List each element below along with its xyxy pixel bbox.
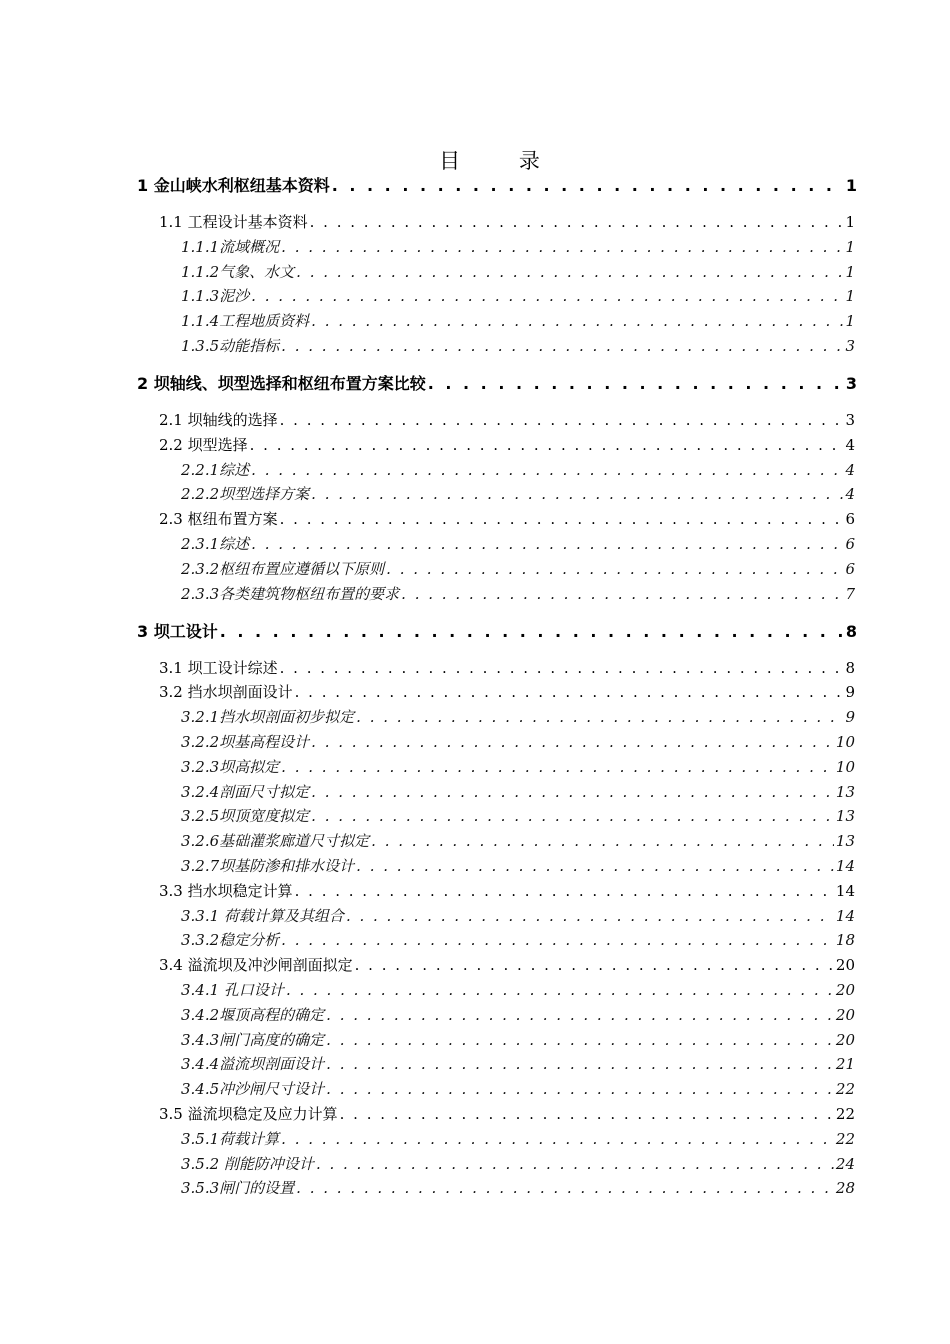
dot-leader: [371, 832, 834, 850]
dot-leader: [311, 485, 843, 503]
toc-entry[interactable]: [181, 781, 855, 802]
toc-entry-label: 3.2.7坝基防渗和排水设计: [181, 857, 355, 875]
toc-entry[interactable]: [181, 1153, 855, 1174]
toc-entry-page: 4: [845, 485, 855, 504]
toc-entry[interactable]: [137, 173, 857, 196]
dot-leader: [356, 708, 843, 726]
toc-entry-page: 1: [845, 312, 855, 331]
toc-entry[interactable]: [181, 1029, 855, 1050]
toc-title: 目 录: [439, 149, 566, 173]
toc-entry-page: 10: [835, 757, 855, 776]
toc-entry[interactable]: [181, 706, 855, 727]
toc-entry-label: 3.3.2稳定分析: [181, 931, 280, 950]
toc-entry-label: 2.3 枢纽布置方案: [159, 510, 278, 529]
toc-entry-label: 3.4 溢流坝及冲沙闸剖面拟定: [159, 956, 353, 975]
toc-entry-page: 6: [845, 510, 855, 529]
dot-leader: [428, 374, 844, 393]
toc-entry[interactable]: [181, 905, 855, 926]
toc-entry-label: 2.1 坝轴线的选择: [159, 411, 278, 429]
dot-leader: [386, 560, 843, 578]
toc-entry-label: 3.4.5冲沙闸尺寸设计: [181, 1080, 325, 1099]
toc-entry[interactable]: [181, 459, 855, 480]
toc-entry[interactable]: [181, 533, 855, 554]
dot-leader: [310, 213, 844, 231]
dot-leader: [250, 436, 844, 454]
toc-entry-page: 28: [835, 1179, 855, 1198]
toc-entry-page: 13: [835, 832, 855, 851]
toc-entry-page: 20: [835, 981, 855, 999]
toc-entry-label: 3.2 挡水坝剖面设计: [159, 683, 293, 702]
toc-entry-page: 20: [835, 956, 855, 975]
toc-entry-page: 3: [845, 374, 857, 393]
toc-entry-page: 18: [835, 931, 855, 950]
toc-entry-page: 14: [835, 881, 855, 900]
toc-entry-page: 8: [845, 621, 857, 641]
toc-entry-page: 1: [845, 287, 855, 306]
toc-entry[interactable]: [181, 1053, 855, 1074]
toc-entry-label: 3.2.2坝基高程设计: [181, 733, 310, 751]
toc-entry[interactable]: [181, 583, 855, 604]
toc-entry-page: 24: [835, 1154, 855, 1173]
toc-entry[interactable]: [181, 1078, 855, 1099]
toc-entry[interactable]: [137, 371, 857, 394]
dot-leader: [251, 287, 843, 305]
toc-entry[interactable]: [181, 756, 855, 777]
dot-leader: [281, 1130, 834, 1148]
toc-entry-label: 1.3.5动能指标: [181, 337, 280, 355]
toc-entry-page: 1: [845, 213, 855, 231]
toc-entry[interactable]: [159, 880, 855, 901]
dot-leader: [355, 956, 834, 974]
toc-entry[interactable]: [181, 1004, 855, 1025]
toc-entry[interactable]: [181, 1128, 855, 1149]
toc-entry-page: 14: [835, 906, 855, 925]
toc-entry-page: 1: [845, 262, 855, 281]
dot-leader: [311, 312, 843, 330]
toc-entry-label: 1.1 工程设计基本资料: [159, 213, 308, 231]
toc-entry[interactable]: [181, 830, 855, 851]
toc-entry-label: 3.2.1挡水坝剖面初步拟定: [181, 708, 355, 727]
toc-entry-page: 9: [845, 683, 855, 702]
toc-entry[interactable]: [159, 657, 855, 678]
toc-entry[interactable]: [181, 335, 855, 356]
toc-entry-label: 3.2.3坝高拟定: [181, 757, 280, 776]
toc-entry[interactable]: [159, 1103, 855, 1124]
dot-leader: [281, 238, 843, 256]
toc-entry[interactable]: [181, 483, 855, 504]
toc-entry[interactable]: [181, 855, 855, 876]
dot-leader: [295, 882, 834, 900]
toc-entry-label: 1.1.2气象、水文: [181, 262, 295, 281]
dot-leader: [281, 337, 843, 355]
toc-entry-page: 13: [835, 807, 855, 826]
dot-leader: [326, 1031, 834, 1049]
toc-entry[interactable]: [181, 236, 855, 257]
toc-entry-label: 3 坝工设计: [137, 621, 218, 641]
toc-entry[interactable]: [181, 979, 855, 1000]
toc-entry-page: 22: [835, 1105, 855, 1123]
toc-entry[interactable]: [181, 285, 855, 306]
toc-entry-page: 4: [845, 435, 855, 454]
toc-entry-label: 2.3.2枢纽布置应遵循以下原则: [181, 559, 385, 578]
toc-entry-label: 2.3.3各类建筑物枢纽布置的要求: [181, 584, 400, 603]
toc-entry-label: 2.3.1综述: [181, 535, 250, 553]
dot-leader: [326, 1006, 834, 1024]
toc-entry-label: 1.1.4工程地质资料: [181, 312, 310, 331]
dot-leader: [311, 733, 834, 751]
toc-entry-label: 3.4.3闸门高度的确定: [181, 1030, 325, 1049]
toc-entry-page: 20: [835, 1030, 855, 1049]
toc-entry[interactable]: [181, 310, 855, 331]
dot-leader: [316, 1155, 834, 1173]
toc-entry-label: 3.5.1荷载计算: [181, 1129, 280, 1148]
dot-leader: [251, 535, 843, 553]
toc-entry-label: 3.4.2堰顶高程的确定: [181, 1005, 325, 1024]
dot-leader: [296, 263, 843, 281]
toc-entry-page: 8: [845, 658, 855, 677]
toc-entry-page: 6: [845, 535, 855, 553]
dot-leader: [401, 585, 843, 603]
toc-entry-label: 3.3 挡水坝稳定计算: [159, 881, 293, 900]
toc-entry[interactable]: [181, 929, 855, 950]
toc-entry-page: 1: [845, 237, 855, 256]
dot-leader: [340, 1105, 834, 1123]
dot-leader: [220, 622, 844, 641]
dot-leader: [280, 510, 844, 528]
toc-entry-label: 3.5 溢流坝稳定及应力计算: [159, 1105, 338, 1123]
dot-leader: [280, 659, 844, 677]
toc-entry-page: 4: [845, 460, 855, 479]
toc-entry[interactable]: [137, 619, 857, 642]
toc-entry[interactable]: [181, 1177, 855, 1198]
dot-leader: [286, 981, 834, 999]
toc-entry-label: 3.1 坝工设计综述: [159, 658, 278, 677]
toc-entry-page: 9: [845, 708, 855, 727]
toc-entry-page: 7: [845, 584, 855, 603]
toc-entry-label: 3.5.2 削能防冲设计: [181, 1154, 314, 1173]
toc-entry-page: 6: [845, 559, 855, 578]
toc-entry-label: 1.1.1流域概况: [181, 237, 280, 256]
toc-entry-label: 3.5.3闸门的设置: [181, 1179, 295, 1198]
toc-entry[interactable]: [159, 681, 855, 702]
toc-entry[interactable]: [159, 954, 855, 975]
toc-entry-label: 2.2 坝型选择: [159, 435, 248, 454]
toc-entry-label: 1 金山峡水利枢纽基本资料: [137, 176, 330, 195]
toc-entry-label: 3.3.1 荷载计算及其组合: [181, 906, 344, 925]
toc-entry-label: 2 坝轴线、坝型选择和枢纽布置方案比较: [137, 374, 426, 393]
toc-entry-page: 22: [835, 1129, 855, 1148]
toc-entry[interactable]: [181, 731, 855, 752]
dot-leader: [311, 783, 834, 801]
toc-entry-page: 14: [835, 857, 855, 875]
toc-entry-label: 3.2.4剖面尺寸拟定: [181, 782, 310, 801]
dot-leader: [251, 461, 843, 479]
dot-leader: [281, 931, 834, 949]
dot-leader: [296, 1179, 834, 1197]
toc-entry-label: 2.2.1综述: [181, 460, 250, 479]
dot-leader: [332, 176, 844, 195]
toc-entry[interactable]: [159, 508, 855, 529]
toc-entry-page: 22: [835, 1080, 855, 1099]
toc-entry-label: 2.2.2坝型选择方案: [181, 485, 310, 504]
toc-entry-label: 3.2.5坝顶宽度拟定: [181, 807, 310, 826]
dot-leader: [280, 411, 844, 429]
toc-entry-label: 3.2.6基础灌浆廊道尺寸拟定: [181, 832, 370, 851]
toc-entry-label: 1.1.3泥沙: [181, 287, 250, 306]
toc-entry-page: 21: [835, 1055, 855, 1074]
dot-leader: [326, 1055, 834, 1073]
dot-leader: [346, 907, 834, 925]
toc-entry[interactable]: [181, 558, 855, 579]
dot-leader: [295, 683, 844, 701]
toc-entry[interactable]: [181, 805, 855, 826]
toc-entry-label: 3.4.4溢流坝剖面设计: [181, 1055, 325, 1074]
toc-entry[interactable]: [181, 261, 855, 282]
toc-entry-page: 3: [845, 411, 855, 429]
toc-entry-page: 13: [835, 782, 855, 801]
dot-leader: [281, 758, 834, 776]
toc-entry-page: 20: [835, 1005, 855, 1024]
dot-leader: [311, 807, 834, 825]
toc-entry-label: 3.4.1 孔口设计: [181, 981, 284, 999]
toc-entry[interactable]: [159, 434, 855, 455]
dot-leader: [326, 1080, 834, 1098]
toc-entry-page: 1: [845, 176, 857, 195]
toc-entry[interactable]: [159, 211, 855, 232]
toc-entry-page: 10: [835, 733, 855, 751]
toc-entry-page: 3: [845, 337, 855, 355]
dot-leader: [356, 857, 834, 875]
toc-entry[interactable]: [159, 409, 855, 430]
